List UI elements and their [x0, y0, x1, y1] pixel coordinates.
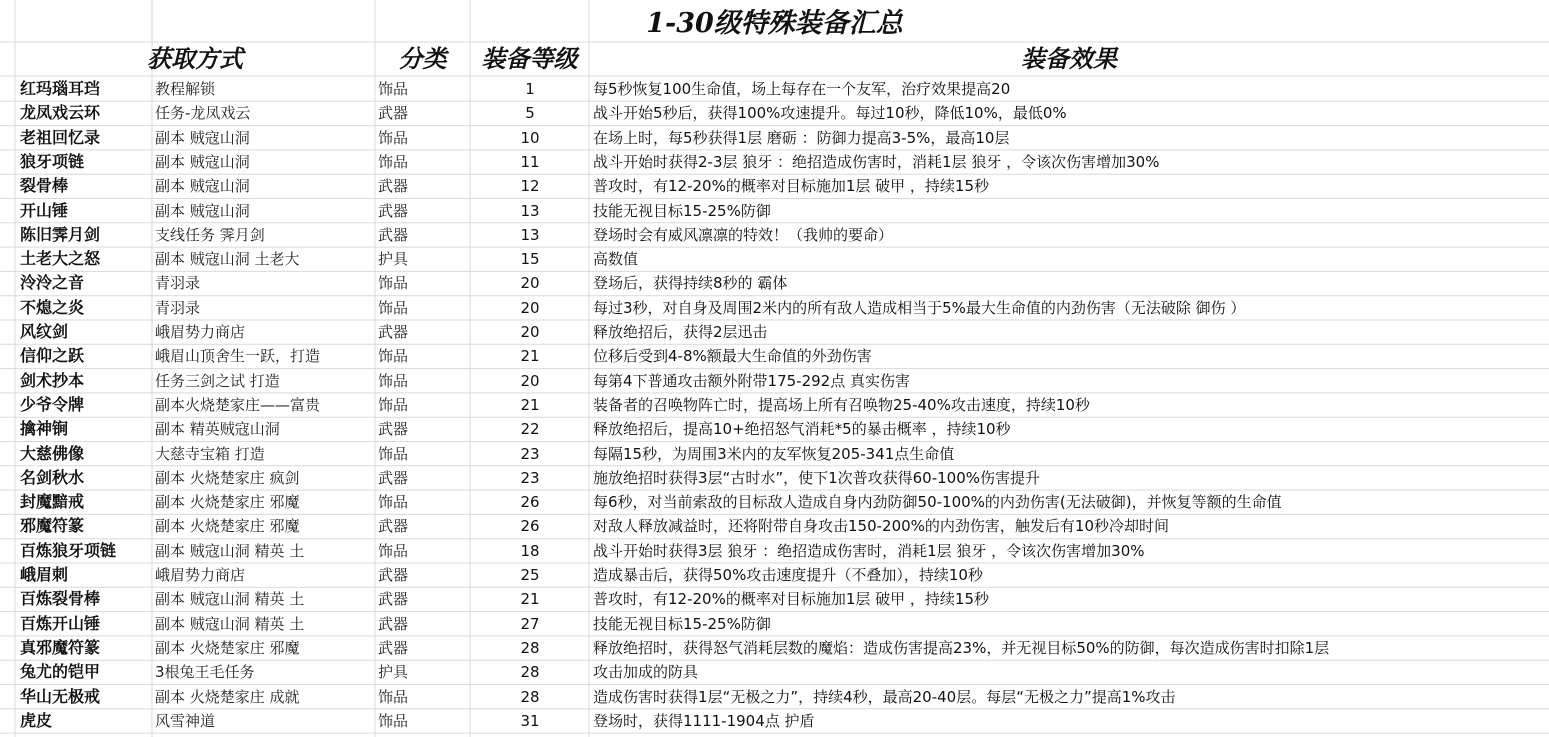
equipment-name: 大慈佛像	[20, 443, 85, 463]
equipment-name: 龙凤戏云环	[20, 103, 101, 123]
table-row	[0, 466, 1549, 490]
equipment-category: 饰品	[378, 152, 409, 171]
table-row	[0, 393, 1549, 417]
equipment-category: 护具	[378, 250, 409, 269]
equipment-category: 饰品	[378, 444, 409, 463]
equipment-effect: 每第4下普通攻击额外附带175-292点 真实伤害	[593, 371, 910, 390]
table-row	[0, 247, 1549, 271]
table-row	[0, 101, 1549, 125]
equipment-effect: 技能无视目标15-25%防御	[593, 201, 771, 220]
equipment-level: 1	[525, 80, 535, 98]
table-row	[0, 223, 1549, 247]
equipment-category: 武器	[378, 468, 409, 487]
equipment-effect: 登场后，获得持续8秒的 霸体	[593, 274, 788, 293]
equipment-source: 副本 贼寇山洞 精英 土	[155, 541, 305, 560]
equipment-source: 任务三剑之试 打造	[155, 371, 280, 390]
equipment-effect: 施放绝招时获得3层“古时水”，使下1次普攻获得60-100%伤害提升	[593, 468, 1041, 487]
equipment-name: 剑术抄本	[20, 370, 85, 390]
equipment-name: 不熄之炎	[20, 297, 85, 317]
equipment-category: 武器	[378, 104, 409, 123]
equipment-effect: 释放绝招时，获得怒气消耗层数的魔焰：造成伤害提高23%，并无视目标50%的防御，每次造成伤害时扣除1层	[593, 638, 1330, 657]
equipment-level: 13	[520, 201, 540, 220]
equipment-source: 青羽录	[155, 298, 201, 317]
table-row	[0, 271, 1549, 295]
equipment-category: 饰品	[378, 711, 409, 730]
equipment-category: 武器	[378, 638, 409, 657]
equipment-name: 擒神锏	[20, 419, 69, 439]
equipment-effect: 释放绝招后，提高10+绝招怒气消耗*5的暴击概率 ，持续10秒	[593, 420, 1011, 439]
equipment-category: 饰品	[378, 298, 409, 317]
header-level: 装备等级	[481, 44, 578, 73]
equipment-category: 饰品	[378, 128, 409, 147]
equipment-category: 饰品	[378, 80, 409, 98]
equipment-category: 武器	[378, 201, 409, 220]
equipment-category: 武器	[378, 177, 409, 196]
equipment-source: 副本火烧楚家庄——富贵	[155, 395, 321, 414]
equipment-source: 峨眉势力商店	[155, 566, 246, 584]
equipment-name: 真邪魔符篆	[20, 637, 101, 657]
equipment-level: 20	[520, 323, 540, 341]
equipment-source: 支线任务 霁月剑	[155, 225, 265, 244]
equipment-name: 信仰之跃	[20, 346, 85, 366]
equipment-category: 饰品	[378, 347, 409, 366]
table-row	[0, 442, 1549, 466]
equipment-name: 兔尤的铠甲	[20, 662, 101, 682]
table-row	[0, 490, 1549, 514]
equipment-name: 邪魔符篆	[20, 516, 85, 536]
equipment-effect: 战斗开始时获得3层 狼牙 ：绝招造成伤害时，消耗1层 狼牙 ，令该次伤害增加30%	[593, 541, 1145, 560]
equipment-name: 陈旧霁月剑	[20, 224, 101, 244]
equipment-category: 武器	[378, 420, 409, 439]
equipment-effect: 对敌人释放减益时，还将附带自身攻击150-200%的内劲伤害，触发后有10秒冷却时间	[593, 517, 1170, 536]
equipment-source: 大慈寺宝箱 打造	[155, 444, 265, 463]
equipment-source: 副本 精英贼寇山洞	[155, 420, 280, 439]
equipment-effect: 在场上时，每5秒获得1层 磨砺 ：防御力提高3-5%，最高10层	[593, 128, 1010, 147]
equipment-level: 23	[520, 444, 540, 463]
equipment-category: 饰品	[378, 493, 409, 512]
equipment-level: 26	[520, 517, 540, 536]
equipment-name: 百炼裂骨棒	[20, 589, 101, 609]
equipment-effect: 战斗开始时获得2-3层 狼牙 ：绝招造成伤害时，消耗1层 狼牙 ，令该次伤害增加30%	[593, 152, 1160, 171]
equipment-source: 副本 贼寇山洞	[155, 128, 250, 147]
equipment-name: 风纹剑	[20, 322, 69, 341]
equipment-effect: 每5秒恢复100生命值，场上每存在一个友军，治疗效果提高20	[593, 80, 1011, 98]
equipment-category: 武器	[378, 323, 409, 341]
table-row	[0, 199, 1549, 223]
table-row	[0, 126, 1549, 150]
equipment-category: 饰品	[378, 274, 409, 293]
header-category: 分类	[398, 44, 447, 73]
table-row	[0, 296, 1549, 320]
equipment-name: 土老大之怒	[20, 249, 101, 269]
equipment-level: 22	[520, 420, 540, 439]
table-row	[0, 539, 1549, 563]
table-row	[0, 150, 1549, 174]
equipment-effect: 攻击加成的防具	[593, 663, 699, 682]
equipment-source: 副本 贼寇山洞	[155, 201, 250, 220]
equipment-name: 红玛瑙耳珰	[20, 79, 101, 98]
equipment-level: 28	[520, 663, 540, 682]
equipment-effect: 释放绝招后，获得2层迅击	[593, 323, 768, 341]
equipment-level: 21	[520, 347, 540, 366]
equipment-source: 副本 火烧楚家庄 成就	[155, 687, 300, 706]
equipment-name: 裂骨棒	[20, 176, 69, 196]
equipment-source: 副本 贼寇山洞	[155, 177, 250, 196]
table-row	[0, 514, 1549, 538]
equipment-source: 副本 火烧楚家庄 邪魔	[155, 517, 300, 536]
equipment-level: 12	[520, 177, 540, 196]
equipment-level: 23	[520, 468, 540, 487]
equipment-effect: 技能无视目标15-25%防御	[593, 614, 771, 633]
table-row	[0, 174, 1549, 198]
table-row	[0, 636, 1549, 660]
equipment-name: 峨眉刺	[20, 565, 69, 584]
equipment-category: 饰品	[378, 541, 409, 560]
equipment-source: 副本 贼寇山洞	[155, 152, 250, 171]
equipment-name: 开山锤	[20, 200, 69, 220]
equipment-level: 11	[520, 152, 540, 171]
equipment-level: 28	[520, 687, 540, 706]
equipment-source: 峨眉山顶舍生一跃，打造	[155, 347, 321, 366]
equipment-source: 副本 贼寇山洞 精英 土	[155, 614, 305, 633]
equipment-source: 峨眉势力商店	[155, 323, 246, 341]
equipment-name: 封魔黯戒	[20, 492, 85, 512]
equipment-effect: 登场时，获得1111-1904点 护盾	[593, 711, 815, 730]
equipment-level: 18	[520, 541, 540, 560]
equipment-source: 3根兔王毛任务	[155, 663, 255, 682]
table-row	[0, 709, 1549, 733]
equipment-name: 名剑秋水	[20, 467, 85, 487]
equipment-level: 27	[520, 614, 540, 633]
equipment-category: 护具	[378, 663, 409, 682]
equipment-source: 教程解锁	[155, 80, 216, 98]
equipment-source: 青羽录	[155, 274, 201, 293]
equipment-source: 副本 贼寇山洞 土老大	[155, 250, 300, 269]
equipment-level: 21	[520, 395, 540, 414]
table-row	[0, 563, 1549, 587]
equipment-effect: 位移后受到4-8%额最大生命值的外劲伤害	[593, 347, 872, 366]
header-effect: 装备效果	[1021, 44, 1117, 73]
table-row	[0, 685, 1549, 709]
equipment-source: 任务-龙凤戏云	[155, 104, 251, 123]
equipment-name: 虎皮	[20, 710, 53, 730]
equipment-category: 武器	[378, 590, 409, 609]
equipment-name: 泠泠之音	[20, 273, 85, 293]
equipment-category: 武器	[378, 225, 409, 244]
equipment-level: 20	[520, 298, 540, 317]
equipment-source: 副本 火烧楚家庄 疯剑	[155, 468, 300, 487]
table-row	[0, 77, 1549, 101]
equipment-category: 饰品	[378, 395, 409, 414]
equipment-level: 10	[520, 128, 540, 147]
table-row	[0, 417, 1549, 441]
equipment-category: 武器	[378, 614, 409, 633]
equipment-name: 华山无极戒	[20, 686, 101, 706]
equipment-category: 饰品	[378, 687, 409, 706]
header-source: 获取方式	[147, 44, 243, 73]
equipment-effect: 普攻时，有12-20%的概率对目标施加1层 破甲 ，持续15秒	[593, 590, 990, 609]
equipment-level: 5	[525, 104, 535, 123]
equipment-name: 狼牙项链	[20, 151, 85, 171]
equipment-name: 少爷令牌	[20, 394, 85, 414]
equipment-effect: 每过3秒，对自身及周围2米内的所有敌人造成相当于5%最大生命值的内劲伤害（无法破除 御伤 ）	[593, 298, 1246, 317]
equipment-effect: 登场时会有威风凛凛的特效！（我帅的要命）	[593, 225, 894, 244]
equipment-effect: 造成暴击后，获得50%攻击速度提升（不叠加），持续10秒	[593, 566, 983, 584]
equipment-name: 百炼开山锤	[20, 613, 101, 633]
equipment-source: 副本 火烧楚家庄 邪魔	[155, 638, 300, 657]
equipment-effect: 装备者的召唤物阵亡时，提高场上所有召唤物25-40%攻击速度，持续10秒	[593, 395, 1090, 414]
equipment-level: 20	[520, 371, 540, 390]
equipment-effect: 战斗开始5秒后，获得100%攻速提升。每过10秒，降低10%，最低0%	[593, 104, 1067, 123]
equipment-effect: 普攻时，有12-20%的概率对目标施加1层 破甲 ，持续15秒	[593, 177, 990, 196]
equipment-name: 老祖回忆录	[20, 127, 101, 147]
equipment-level: 25	[520, 566, 540, 584]
equipment-effect: 每隔15秒，为周围3米内的友军恢复205-341点生命值	[593, 444, 955, 463]
equipment-category: 武器	[378, 566, 409, 584]
table-row	[0, 320, 1549, 344]
equipment-level: 31	[520, 711, 540, 730]
equipment-level: 20	[520, 274, 540, 293]
table-row	[0, 587, 1549, 611]
table-row	[0, 369, 1549, 393]
equipment-effect: 每6秒，对当前索敌的目标敌人造成自身内劲防御50-100%的内劲伤害(无法破御)，并恢复等额的生命值	[593, 493, 1282, 512]
equipment-level: 28	[520, 638, 540, 657]
equipment-source: 副本 贼寇山洞 精英 土	[155, 590, 305, 609]
equipment-effect: 高数值	[593, 250, 639, 269]
table-row	[0, 344, 1549, 368]
equipment-name: 百炼狼牙项链	[20, 540, 117, 560]
equipment-source: 风雪神道	[155, 711, 216, 730]
equipment-category: 武器	[378, 517, 409, 536]
equipment-level: 26	[520, 493, 540, 512]
equipment-category: 饰品	[378, 371, 409, 390]
equipment-level: 15	[520, 250, 540, 269]
equipment-source: 副本 火烧楚家庄 邪魔	[155, 493, 300, 512]
sheet-title: 1-30级特殊装备汇总	[646, 8, 903, 39]
equipment-effect: 造成伤害时获得1层“无极之力”，持续4秒，最高20-40层。每层“无极之力”提高1%攻击	[593, 687, 1176, 706]
equipment-level: 21	[520, 590, 540, 609]
table-row	[0, 612, 1549, 636]
table-row	[0, 660, 1549, 684]
equipment-level: 13	[520, 225, 540, 244]
